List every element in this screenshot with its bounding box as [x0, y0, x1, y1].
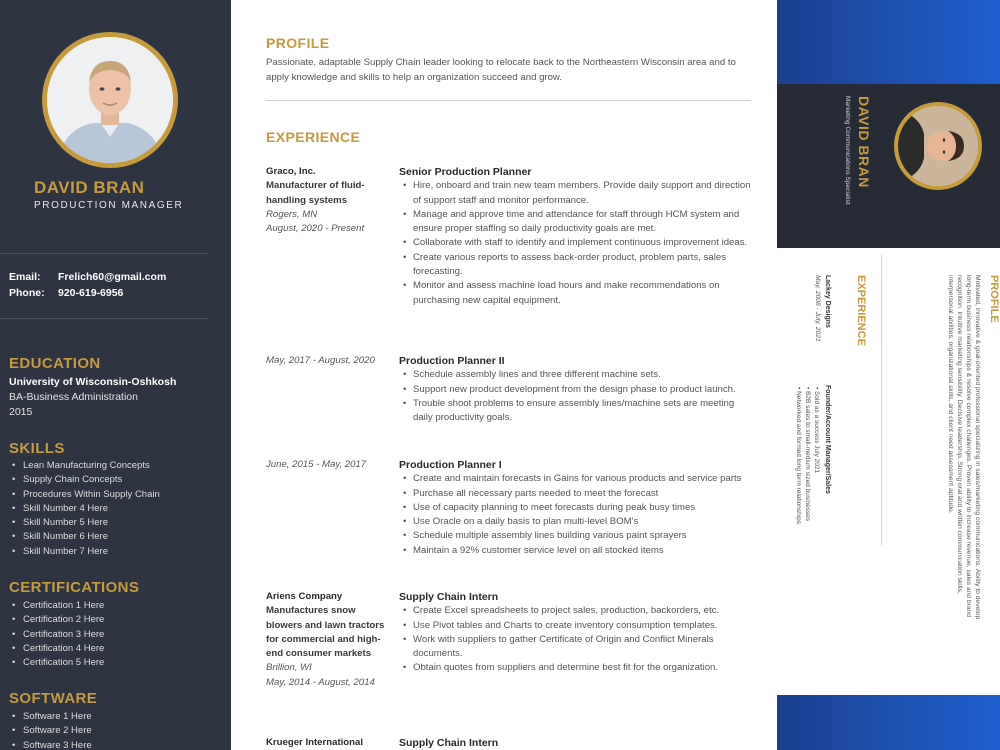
list-item: • Purchase all necessary parts needed to meet the forecast [399, 487, 751, 501]
job-details [399, 354, 751, 425]
job-role: Senior Production Planner [399, 166, 532, 178]
job-role: Supply Chain Intern [399, 591, 499, 603]
job-dates: August, 2020 - Present [266, 223, 365, 235]
list-item: • Schedule multiple assembly lines building various paint sprayers [399, 529, 751, 543]
list-item: • Support new product development from the design phase to product launch. [399, 383, 751, 397]
list-item: • Schedule assembly lines and three different machine sets. [399, 368, 751, 382]
sidebar-divider [0, 318, 209, 319]
list-item: • Obtain quotes from suppliers and determine best fit for the organization. [399, 661, 751, 675]
certifications-heading: CERTIFICATIONS [9, 579, 140, 596]
profile-photo [47, 37, 173, 163]
job-dates: May, 2014 - August, 2014 [266, 676, 375, 688]
job-bullets [399, 472, 751, 558]
experience-heading: EXPERIENCE [266, 129, 361, 145]
phone-label: Phone: [9, 287, 45, 299]
job-dates: May, 2017 - August, 2020 [266, 355, 375, 366]
list-item: • Create Excel spreadsheets to project sales, production, backorders, etc. [399, 604, 751, 618]
job-role: Production Planner I [399, 459, 502, 471]
job-role: Production Planner II [399, 355, 505, 367]
preview-company: Lackey Designs [824, 275, 831, 328]
job-details [399, 736, 751, 750]
skills-heading: SKILLS [9, 440, 65, 457]
job-meta [266, 354, 391, 368]
list-item: • Certification 3 Here [12, 628, 104, 642]
job-dates: June, 2015 - May, 2017 [266, 459, 367, 470]
list-item: • Skill Number 6 Here [12, 530, 160, 544]
section-divider [266, 100, 751, 101]
candidate-name: DAVID BRAN [34, 178, 145, 197]
education-school: University of Wisconsin-Oshkosh [9, 376, 177, 388]
list-item: • Certification 1 Here [12, 599, 104, 613]
sidebar-divider [0, 253, 209, 254]
list-item: • Use Oracle on a daily basis to plan multi-level BOM's [399, 515, 751, 529]
education-degree: BA-Business Administration [9, 391, 138, 403]
preview-experience-heading: EXPERIENCE [855, 275, 867, 346]
profile-summary: Passionate, adaptable Supply Chain leader looking to relocate back to the Northeastern Wisconsin area and to apply knowledge and skills to help an organization succeed and grow. [266, 57, 736, 83]
job-meta [266, 736, 391, 750]
job-details [399, 458, 751, 558]
list-item: • B2B sales to small-medium sized businesses [803, 387, 812, 597]
job-company: Krueger International [266, 737, 364, 748]
job-company-description: Manufacturer of fluid-handling systems [266, 180, 365, 206]
list-item: • Certification 5 Here [12, 656, 104, 670]
job-location: Brillion, WI [266, 662, 312, 674]
preview-photo-frame [894, 102, 982, 190]
preview-role: Founder/Account Manager/Sales [824, 385, 831, 494]
job-company: Graco, Inc. [266, 166, 316, 177]
preview-profile-text: Motivated, innovative & goal-oriented professional specializing in sales/marketing communications. Ability to develop long-term business relationships & resolve complex challenges. Proven ability to increase revenue, sales and brand recognition. Intuitive marketing sensibility. Decisive leadership. Strong oral and written communication skills, interpersonal abilities, organizational skills, and client need assessment aptitude. [947, 275, 981, 620]
list-item: • Monitor and assess machine load hours and make recommendations on purchasing new capital equipment. [399, 279, 751, 308]
list-item: • Work with suppliers to gather Certificate of Origin and Conflict Minerals documents. [399, 633, 751, 662]
person-portrait-icon [898, 106, 978, 186]
list-item: • Use of capacity planning to meet forecasts during peak busy times [399, 501, 751, 515]
contact-phone [9, 287, 123, 299]
certifications-list [12, 599, 104, 670]
list-item: • Skill Number 4 Here [12, 502, 160, 516]
list-item: • Create various reports to assess back-order product, problem parts, sales forecasting. [399, 251, 751, 280]
preview-profile-heading: PROFILE [988, 275, 1000, 323]
job-role: Supply Chain Intern [399, 737, 499, 749]
job-details [399, 590, 751, 676]
list-item: • Skill Number 5 Here [12, 516, 160, 530]
preview-blue-band [777, 695, 1000, 750]
list-item: • Lean Manufacturing Concepts [12, 459, 160, 473]
preview-divider [881, 255, 882, 545]
list-item: • Supply Chain Concepts [12, 473, 160, 487]
preview-blue-band [777, 0, 1000, 84]
list-item: • Manage and approve time and attendance for staff through HCM system and ensure proper staffing so daily productivity goals are met. [399, 208, 751, 237]
candidate-title: PRODUCTION MANAGER [34, 200, 184, 211]
list-item: • Collaborate with staff to identify and implement continuous improvement ideas. [399, 236, 751, 250]
list-item: • Use Pivot tables and Charts to create inventory consumption templates. [399, 619, 751, 633]
list-item: • Maintain a 92% customer service level on all stocked items [399, 544, 751, 558]
sidebar [0, 0, 231, 750]
list-item: • Networked and formed long term relationships [794, 387, 803, 597]
job-company: Ariens Company [266, 591, 343, 602]
phone-value: 920-619-6956 [58, 287, 124, 299]
preview-photo [898, 106, 978, 186]
person-portrait-icon [47, 37, 173, 163]
preview-dates: May, 2008 - July, 2021 [814, 275, 821, 342]
list-item: • Software 3 Here [12, 739, 92, 750]
list-item: • Procedures Within Supply Chain [12, 488, 160, 502]
job-bullets [399, 368, 751, 425]
software-heading: SOFTWARE [9, 690, 98, 707]
rotated-resume-preview [777, 0, 1000, 750]
job-meta [266, 590, 391, 690]
job-company-description: Manufactures snow blowers and lawn tractors for commercial and high-end consumer markets [266, 605, 385, 660]
profile-heading: PROFILE [266, 35, 330, 51]
list-item: • Certification 4 Here [12, 642, 104, 656]
email-label: Email: [9, 271, 41, 283]
education-year: 2015 [9, 406, 33, 418]
email-value: Frelich60@gmail.com [58, 271, 167, 283]
skills-list [12, 459, 160, 559]
job-meta [266, 458, 391, 472]
list-item: • Skill Number 7 Here [12, 545, 160, 559]
list-item: • Create and maintain forecasts in Gains for various products and service parts [399, 472, 751, 486]
preview-bullets [794, 387, 821, 597]
preview-subtitle: Marketing Communications Specialist [844, 96, 851, 205]
list-item: • Software 2 Here [12, 724, 92, 738]
education-heading: EDUCATION [9, 355, 101, 372]
list-item: • Trouble shoot problems to ensure assembly lines/machine sets are meeting daily productivity goals. [399, 397, 751, 426]
contact-email [9, 271, 166, 283]
job-meta [266, 165, 391, 236]
resume-main [231, 0, 777, 750]
job-bullets [399, 179, 751, 308]
profile-photo-frame [42, 32, 178, 168]
job-location: Rogers, MN [266, 208, 318, 220]
list-item: • Sold as a success July 2021 [812, 387, 821, 597]
job-details [399, 165, 751, 308]
list-item: • Hire, onboard and train new team members. Provide daily support and direction of support staff and monitor performance. [399, 179, 751, 208]
list-item: • Software 1 Here [12, 710, 92, 724]
job-bullets [399, 604, 751, 675]
software-list [12, 710, 92, 750]
preview-name: DAVID BRAN [856, 96, 872, 188]
list-item: • Certification 2 Here [12, 613, 104, 627]
